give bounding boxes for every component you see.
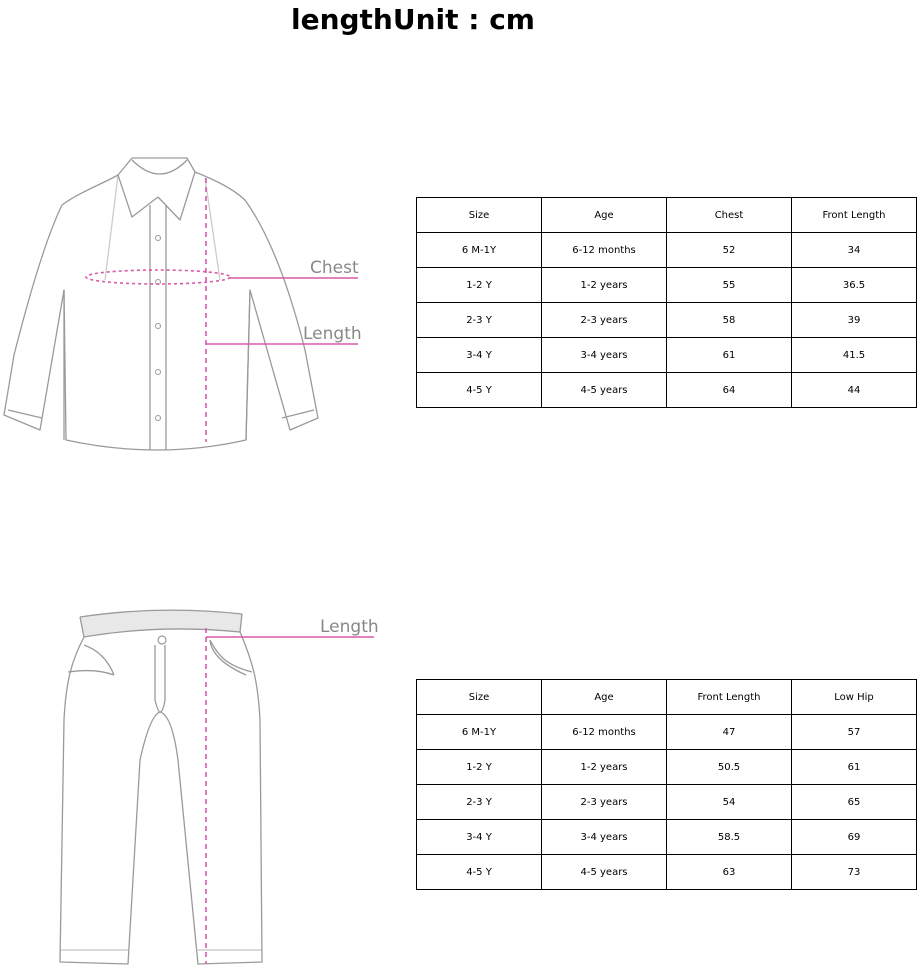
table-cell: 73 [792,855,917,890]
table-cell: 44 [792,373,917,408]
chest-label: Chest [310,258,359,278]
table-cell: 3-4 Y [417,820,542,855]
pants-size-table [416,679,917,890]
table-cell: 61 [792,750,917,785]
table-cell: 61 [667,338,792,373]
pants-diagram [0,600,400,972]
header-cell: Size [417,198,542,233]
header-cell: Chest [667,198,792,233]
table-row [417,233,917,268]
header-cell: Age [542,680,667,715]
table-cell: 55 [667,268,792,303]
table-row [417,268,917,303]
header-cell: Age [542,198,667,233]
table-cell: 4-5 years [542,373,667,408]
table-row [417,750,917,785]
table-cell: 4-5 years [542,855,667,890]
table-cell: 58.5 [667,820,792,855]
table-cell: 3-4 years [542,820,667,855]
shirt-size-table [416,197,917,408]
table-row [417,855,917,890]
table-header-row [417,680,917,715]
table-cell: 34 [792,233,917,268]
table-cell: 69 [792,820,917,855]
table-cell: 6-12 months [542,233,667,268]
header-cell: Front Length [667,680,792,715]
table-cell: 6 M-1Y [417,233,542,268]
table-cell: 39 [792,303,917,338]
table-cell: 1-2 years [542,750,667,785]
table-cell: 47 [667,715,792,750]
table-cell: 6-12 months [542,715,667,750]
table-cell: 2-3 years [542,303,667,338]
table-cell: 6 M-1Y [417,715,542,750]
table-cell: 50.5 [667,750,792,785]
table-cell: 4-5 Y [417,373,542,408]
page-title: lengthUnit : cm [290,3,535,36]
table-cell: 3-4 years [542,338,667,373]
header-cell: Size [417,680,542,715]
table-cell: 36.5 [792,268,917,303]
table-cell: 57 [792,715,917,750]
table-row [417,820,917,855]
table-cell: 1-2 years [542,268,667,303]
table-cell: 58 [667,303,792,338]
table-cell: 41.5 [792,338,917,373]
table-row [417,715,917,750]
table-row [417,338,917,373]
table-cell: 63 [667,855,792,890]
table-header-row [417,198,917,233]
table-cell: 2-3 Y [417,303,542,338]
table-cell: 65 [792,785,917,820]
table-cell: 1-2 Y [417,750,542,785]
table-cell: 1-2 Y [417,268,542,303]
table-cell: 64 [667,373,792,408]
table-cell: 2-3 years [542,785,667,820]
pants-length-label: Length [320,617,379,637]
shirt-length-label: Length [303,324,362,344]
header-cell: Front Length [792,198,917,233]
table-row [417,303,917,338]
table-cell: 54 [667,785,792,820]
table-cell: 4-5 Y [417,855,542,890]
shirt-diagram [0,150,400,460]
table-row [417,373,917,408]
table-cell: 52 [667,233,792,268]
table-cell: 3-4 Y [417,338,542,373]
table-cell: 2-3 Y [417,785,542,820]
header-cell: Low Hip [792,680,917,715]
table-row [417,785,917,820]
